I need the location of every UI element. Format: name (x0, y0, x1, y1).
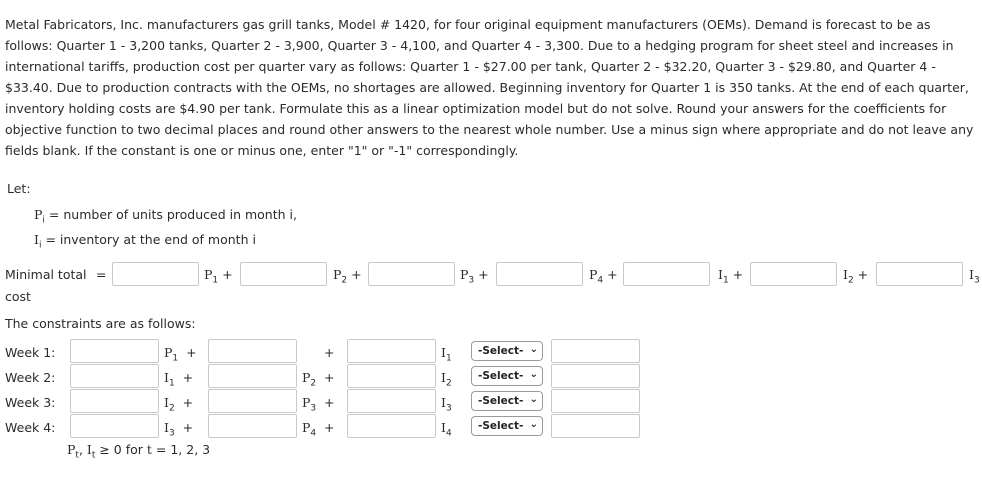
week-label: Week 3: (5, 395, 56, 410)
objective-label-cost: cost (5, 289, 31, 304)
objective-coef-i2[interactable] (750, 262, 837, 286)
chevron-down-icon: ⌄ (529, 419, 538, 430)
week-1-coef-c[interactable] (347, 339, 436, 363)
chevron-down-icon: ⌄ (529, 394, 538, 405)
week-2-term-b: $P_2$ (302, 370, 317, 389)
week-2-relation-select[interactable] (471, 366, 543, 386)
week-label: Week 4: (5, 420, 56, 435)
week-4-term-c: $I_4$ (441, 420, 452, 439)
let-label: Let: (7, 181, 31, 196)
objective-term-i3: $I_3$ (969, 267, 980, 286)
objective-label: Minimal total (5, 267, 87, 282)
week-4-plus-b: + (324, 420, 335, 435)
objective-coef-p3[interactable] (368, 262, 455, 286)
select-label: -Select- (478, 395, 524, 407)
week-4-coef-b[interactable] (208, 414, 297, 438)
objective-term-i1: $I_1$ + (718, 267, 744, 286)
week-4-coef-a[interactable] (70, 414, 159, 438)
week-3-rhs[interactable] (551, 389, 640, 413)
week-1-coef-a[interactable] (70, 339, 159, 363)
objective-term-p4: $P_4$ + (589, 267, 618, 286)
select-label: -Select- (478, 420, 524, 432)
constraints-heading: The constraints are as follows: (5, 316, 196, 331)
week-2-term-a: $I_1$ + (164, 370, 194, 389)
objective-term-p2: $P_2$ + (333, 267, 362, 286)
objective-term-p3: $P_3$ + (460, 267, 489, 286)
week-1-plus-b: + (324, 345, 335, 360)
definition-inventory: $I_i$ = inventory at the end of month i (34, 232, 256, 251)
chevron-down-icon: ⌄ (529, 344, 538, 355)
week-3-plus-b: + (324, 395, 335, 410)
week-3-coef-a[interactable] (70, 389, 159, 413)
definition-production: $P_i$ = number of units produced in month i, (34, 207, 297, 226)
week-1-term-c: $I_1$ (441, 345, 452, 364)
week-2-term-c: $I_2$ (441, 370, 452, 389)
objective-coef-i1[interactable] (623, 262, 710, 286)
objective-coef-i3[interactable] (876, 262, 963, 286)
objective-coef-p4[interactable] (496, 262, 583, 286)
week-label: Week 2: (5, 370, 56, 385)
week-3-coef-b[interactable] (208, 389, 297, 413)
select-label: -Select- (478, 370, 524, 382)
week-4-term-a: $I_3$ + (164, 420, 194, 439)
objective-coef-p2[interactable] (240, 262, 327, 286)
objective-term-i2: $I_2$ + (843, 267, 869, 286)
week-2-coef-a[interactable] (70, 364, 159, 388)
problem-statement: Metal Fabricators, Inc. manufacturers gas grill tanks, Model # 1420, for four original equipment manufacturers (OEMs). Demand is forecast to be as follows: Quarter 1 - 3,200 tanks, Quarter 2 - 3,900, Quarter 3 - 4,100, and Quarter 4 - 3,300. Due to a hedging program for sheet steel and increases in international tariffs, production cost per quarter vary as follows: Quarter 1 - $27.00 per tank, Quarter 2 - $32.20, Quarter 3 - $29.80, and Quarter 4 - $33.40. Due to production contracts with the OEMs, no shortages are allowed. Beginning inventory for Quarter 1 is 350 tanks. At the end of each quarter, inventory holding costs are $4.90 per tank. Formulate this as a linear optimization model but do not solve. Round your answers for the coefficients for objective function to two decimal places and round other answers to the nearest whole number. Use a minus sign where appropriate and do not leave any fields blank. If the constant is one or minus one, enter "1" or "-1" correspondingly. (5, 17, 974, 158)
week-2-coef-c[interactable] (347, 364, 436, 388)
week-3-term-c: $I_3$ (441, 395, 452, 414)
objective-term-p1: $P_1$ + (204, 267, 233, 286)
week-3-term-b: $P_3$ (302, 395, 317, 414)
week-4-relation-select[interactable] (471, 416, 543, 436)
week-4-coef-c[interactable] (347, 414, 436, 438)
week-1-relation-select[interactable] (471, 341, 543, 361)
chevron-down-icon: ⌄ (529, 369, 538, 380)
week-1-rhs[interactable] (551, 339, 640, 363)
week-4-rhs[interactable] (551, 414, 640, 438)
week-1-coef-b[interactable] (208, 339, 297, 363)
objective-coef-p1[interactable] (112, 262, 199, 286)
select-label: -Select- (478, 345, 524, 357)
week-label: Week 1: (5, 345, 56, 360)
week-3-term-a: $I_2$ + (164, 395, 194, 414)
nonnegativity-note: $P_t$, $I_t \ge 0$ for t = 1, 2, 3 (67, 442, 211, 461)
week-3-coef-c[interactable] (347, 389, 436, 413)
week-4-term-b: $P_4$ (302, 420, 317, 439)
objective-equals: = (96, 267, 107, 282)
week-2-coef-b[interactable] (208, 364, 297, 388)
week-2-plus-b: + (324, 370, 335, 385)
week-1-term-a: $P_1$ + (164, 345, 197, 364)
week-3-relation-select[interactable] (471, 391, 543, 411)
week-2-rhs[interactable] (551, 364, 640, 388)
